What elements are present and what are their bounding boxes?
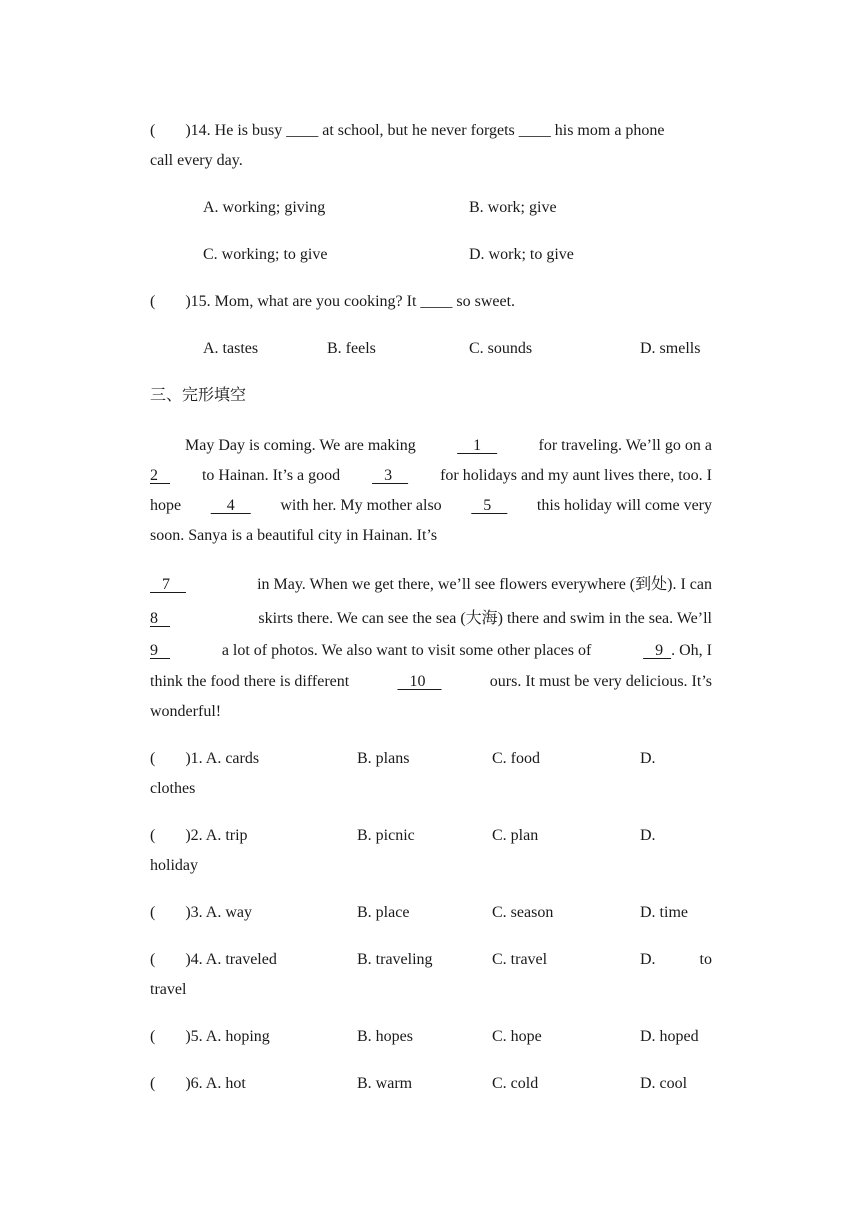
- option-d: D. to: [640, 951, 712, 968]
- cloze-question-6: ( )6. A. hot: [150, 1075, 246, 1092]
- answer-paren: (: [150, 293, 156, 310]
- passage-line-8: think the food there is different 10 ours. It must be very delicious. It’s: [150, 673, 712, 690]
- option-c: C. travel: [492, 951, 548, 968]
- question-15-stem: )15. Mom, what are you cooking? It ____ so sweet.: [185, 293, 516, 310]
- option-b: B. hopes: [357, 1028, 413, 1045]
- blank-4: 4: [210, 497, 251, 514]
- option-a: A. working; giving: [203, 199, 326, 216]
- option-d: D.: [640, 750, 656, 767]
- option-d: D. hoped: [640, 1028, 699, 1045]
- question-15: [150, 292, 515, 312]
- option-d: D. cool: [640, 1075, 688, 1092]
- answer-paren: (: [150, 827, 156, 844]
- option-b: B. warm: [357, 1075, 413, 1092]
- option-d-wrap: clothes: [150, 780, 196, 797]
- option-c: C. hope: [492, 1028, 542, 1045]
- blank-2: 2: [150, 467, 170, 484]
- answer-paren: (: [150, 1075, 156, 1092]
- option-c: C. working; to give: [203, 246, 328, 263]
- option-b: B. picnic: [357, 827, 415, 844]
- blank-5: 5: [471, 497, 508, 514]
- passage-line-1: May Day is coming. We are making 1 for traveling. We’ll go on a: [185, 437, 712, 454]
- blank-9: 9: [150, 642, 170, 659]
- option-b: B. work; give: [469, 199, 557, 216]
- answer-paren: (: [150, 904, 156, 921]
- option-d: D. time: [640, 904, 688, 921]
- cloze-question-5: ( )5. A. hoping: [150, 1028, 270, 1045]
- option-d-wrap: holiday: [150, 857, 198, 874]
- option-b: B. feels: [327, 340, 376, 357]
- blank-10: 10: [397, 673, 442, 690]
- option-c: C. cold: [492, 1075, 539, 1092]
- option-d: D. smells: [640, 340, 701, 357]
- option-d: D.: [640, 827, 656, 844]
- blank-1: 1: [457, 437, 498, 454]
- passage-line-9: wonderful!: [150, 703, 222, 720]
- question-14: [150, 121, 665, 141]
- passage-line-3: hope 4 with her. My mother also 5 this holiday will come very: [150, 497, 712, 514]
- passage-line-5: 7 in May. When we get there, we’ll see flowers everywhere (到处). I can: [150, 576, 712, 593]
- option-c: C. season: [492, 904, 554, 921]
- answer-paren: (: [150, 951, 156, 968]
- cloze-question-2: ( )2. A. trip: [150, 827, 248, 844]
- option-c: C. sounds: [469, 340, 533, 357]
- option-b: B. plans: [357, 750, 410, 767]
- option-c: C. plan: [492, 827, 539, 844]
- option-c: C. food: [492, 750, 540, 767]
- option-a: A. tastes: [203, 340, 259, 357]
- option-d: D. work; to give: [469, 246, 574, 263]
- answer-paren: (: [150, 122, 156, 139]
- option-b: B. traveling: [357, 951, 433, 968]
- passage-line-6: 8 skirts there. We can see the sea (大海) there and swim in the sea. We’ll: [150, 610, 712, 627]
- cloze-question-3: ( )3. A. way: [150, 904, 252, 921]
- question-14-stem-cont: call every day.: [150, 152, 243, 169]
- answer-paren: (: [150, 1028, 156, 1045]
- option-b: B. place: [357, 904, 410, 921]
- cloze-question-4: ( )4. A. traveled: [150, 951, 277, 968]
- blank-3: 3: [372, 467, 409, 484]
- passage-line-2: 2 to Hainan. It’s a good 3 for holidays and my aunt lives there, too. I: [150, 467, 712, 484]
- passage-line-4: soon. Sanya is a beautiful city in Hainan. It’s: [150, 527, 438, 544]
- answer-paren: (: [150, 750, 156, 767]
- blank-8: 8: [150, 610, 170, 627]
- blank-9-second: 9: [643, 642, 672, 659]
- option-d-wrap: travel: [150, 981, 187, 998]
- blank-7: 7: [150, 576, 186, 593]
- question-14-stem: )14. He is busy ____ at school, but he never forgets ____ his mom a phone: [185, 122, 665, 139]
- passage-line-7: 9 a lot of photos. We also want to visit some other places of 9 . Oh, I: [150, 642, 712, 659]
- cloze-question-1: ( )1. A. cards: [150, 750, 260, 767]
- section-heading: 三、完形填空: [150, 387, 247, 404]
